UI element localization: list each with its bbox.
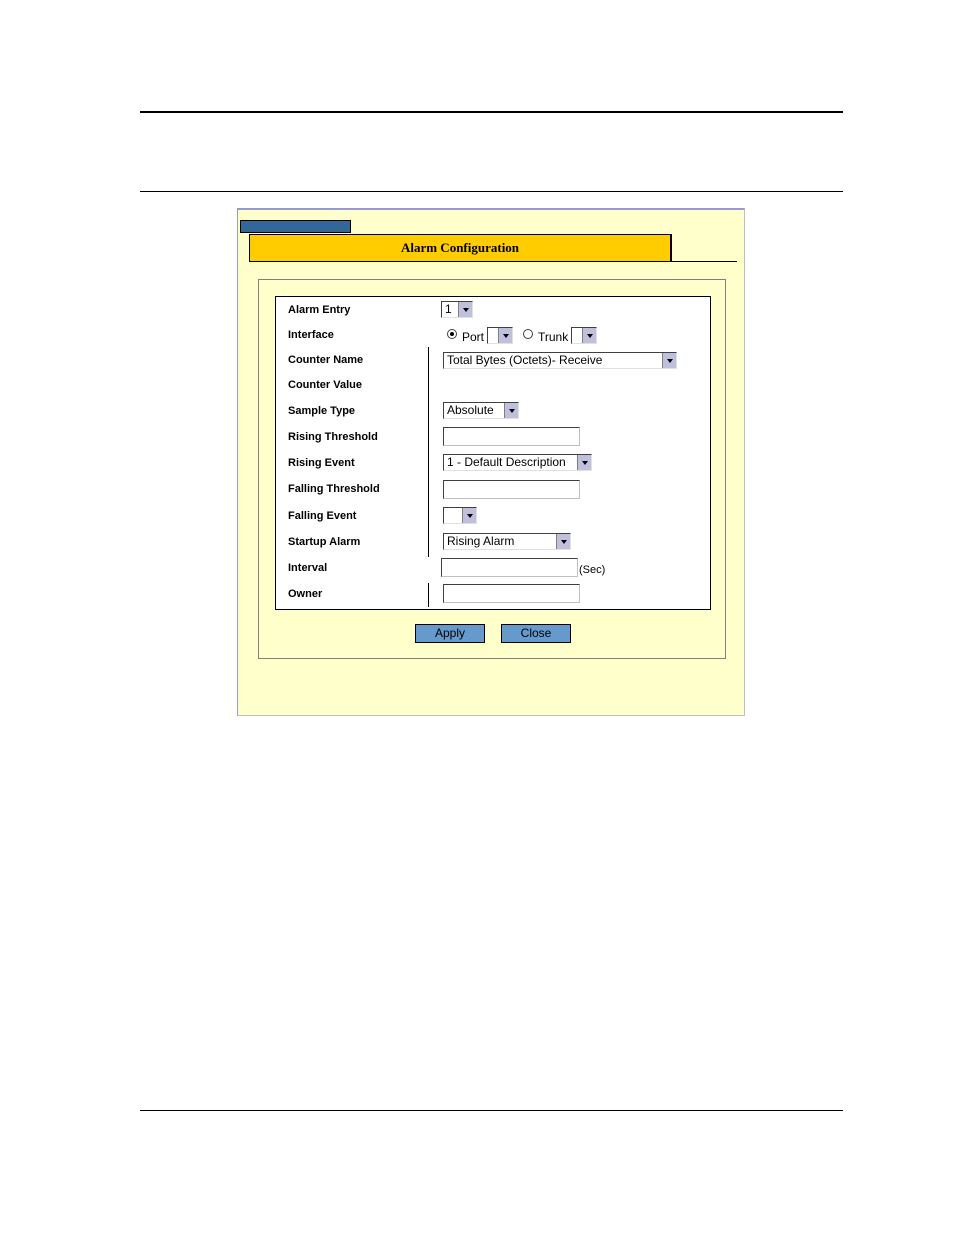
close-button[interactable]: Close	[501, 624, 571, 643]
startup-alarm-value: Rising Alarm	[447, 534, 515, 548]
falling-event-select[interactable]	[443, 507, 477, 524]
title-underline	[672, 261, 737, 262]
port-radio[interactable]	[447, 329, 457, 339]
chevron-down-icon	[577, 455, 591, 470]
startup-alarm-label: Startup Alarm	[288, 536, 361, 548]
chevron-down-icon	[556, 534, 570, 549]
apply-button[interactable]: Apply	[415, 624, 485, 643]
dialog-title: Alarm Configuration	[249, 234, 672, 262]
column-divider-lower	[428, 583, 429, 607]
falling-threshold-input[interactable]	[443, 480, 580, 499]
counter-name-value: Total Bytes (Octets)- Receive	[447, 353, 603, 367]
counter-value-label: Counter Value	[288, 379, 362, 391]
rising-threshold-input[interactable]	[443, 427, 580, 446]
trunk-radio[interactable]	[523, 329, 533, 339]
interval-label: Interval	[288, 562, 328, 574]
footer-rule	[140, 1110, 843, 1111]
header-rule-bottom	[140, 191, 843, 192]
sample-type-select[interactable]	[443, 402, 519, 419]
rising-event-select[interactable]	[443, 454, 592, 471]
startup-alarm-select[interactable]	[443, 533, 571, 550]
alarm-configuration-window	[237, 208, 745, 716]
interface-label: Interface	[288, 329, 334, 341]
chevron-down-icon	[504, 403, 518, 418]
trunk-radio-label: Trunk	[538, 330, 569, 344]
sample-type-value: Absolute	[447, 403, 494, 417]
rising-threshold-label: Rising Threshold	[288, 431, 378, 443]
trunk-select[interactable]	[571, 327, 597, 344]
port-select[interactable]	[487, 327, 513, 344]
interval-input[interactable]	[441, 558, 578, 577]
interval-unit: (Sec)	[579, 564, 606, 576]
chevron-down-icon	[582, 328, 596, 343]
falling-event-label: Falling Event	[288, 510, 357, 522]
counter-name-label: Counter Name	[288, 354, 364, 366]
port-radio-label: Port	[462, 330, 485, 344]
window-tab	[240, 220, 351, 233]
alarm-entry-label: Alarm Entry	[288, 304, 351, 316]
chevron-down-icon	[462, 508, 476, 523]
falling-threshold-label: Falling Threshold	[288, 483, 380, 495]
counter-name-select[interactable]	[443, 352, 677, 369]
chevron-down-icon	[498, 328, 512, 343]
rising-event-label: Rising Event	[288, 457, 355, 469]
sample-type-label: Sample Type	[288, 405, 356, 417]
form-panel	[258, 279, 726, 659]
header-rule-top	[140, 111, 843, 113]
alarm-form	[275, 296, 711, 610]
owner-input[interactable]	[443, 584, 580, 603]
column-divider	[428, 347, 429, 557]
chevron-down-icon	[662, 353, 676, 368]
alarm-entry-select[interactable]	[441, 301, 473, 318]
rising-event-value: 1 - Default Description	[447, 455, 566, 469]
alarm-entry-value: 1	[445, 302, 452, 316]
chevron-down-icon	[458, 302, 472, 317]
owner-label: Owner	[288, 588, 323, 600]
